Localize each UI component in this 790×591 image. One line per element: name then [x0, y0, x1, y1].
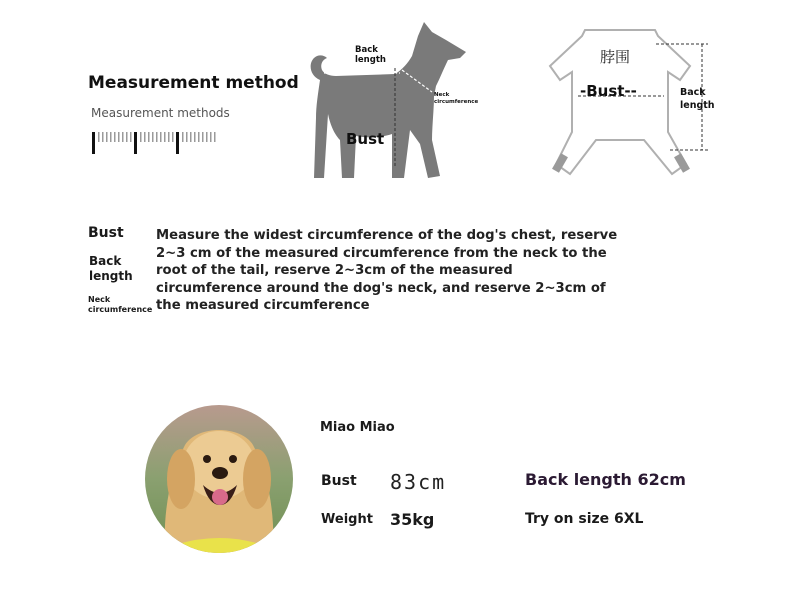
example-dog-name: Miao Miao	[320, 420, 395, 435]
dog-back-length-label-2: length	[355, 55, 386, 65]
definition-neck-line2: circumference	[88, 305, 153, 314]
definition-neck-line1: Neck	[88, 295, 111, 304]
example-back-length: Back length 62cm	[525, 470, 686, 489]
example-weight-value: 35kg	[390, 510, 435, 529]
garment-neck-label: 脖围	[600, 48, 631, 66]
dog-neck-label-2: circumference	[434, 99, 479, 105]
garment-measurement-diagram	[540, 22, 730, 182]
measurement-description: Measure the widest circumference of the dog's chest, reserve 2~3 cm of the measured circumference from the neck to the root of the tail, reserve 2~3cm of the measured circumference around the dog's neck, and reserve 2~3cm of the measured circumference	[156, 228, 618, 313]
definition-back-length-label	[89, 254, 149, 284]
dog-neck-label-1: Neck	[434, 92, 450, 98]
example-try-on-size: Try on size 6XL	[525, 511, 644, 527]
definition-bust-label: Bust	[88, 225, 124, 241]
golden-retriever-photo	[145, 405, 293, 553]
section-title: Measurement method	[88, 73, 299, 93]
definition-back-length-line1: Back	[89, 254, 122, 268]
definition-neck-label	[88, 295, 158, 315]
example-bust-value: 83cm	[390, 470, 447, 494]
measuring-tape-icon	[90, 130, 220, 156]
dog-bust-label: Bust	[346, 130, 385, 148]
garment-bust-label: -Bust--	[580, 82, 637, 100]
section-subtitle: Measurement methods	[91, 106, 230, 120]
definition-back-length-line2: length	[89, 269, 133, 283]
dog-measurement-diagram	[300, 18, 490, 188]
garment-back-length-label-1: Back	[680, 87, 706, 98]
garment-back-length-label-2: length	[680, 100, 715, 111]
dog-back-length-label-1: Back	[355, 45, 378, 55]
dog-avatar	[145, 405, 293, 553]
example-bust-key: Bust	[321, 473, 357, 489]
example-weight-key: Weight	[321, 512, 373, 527]
